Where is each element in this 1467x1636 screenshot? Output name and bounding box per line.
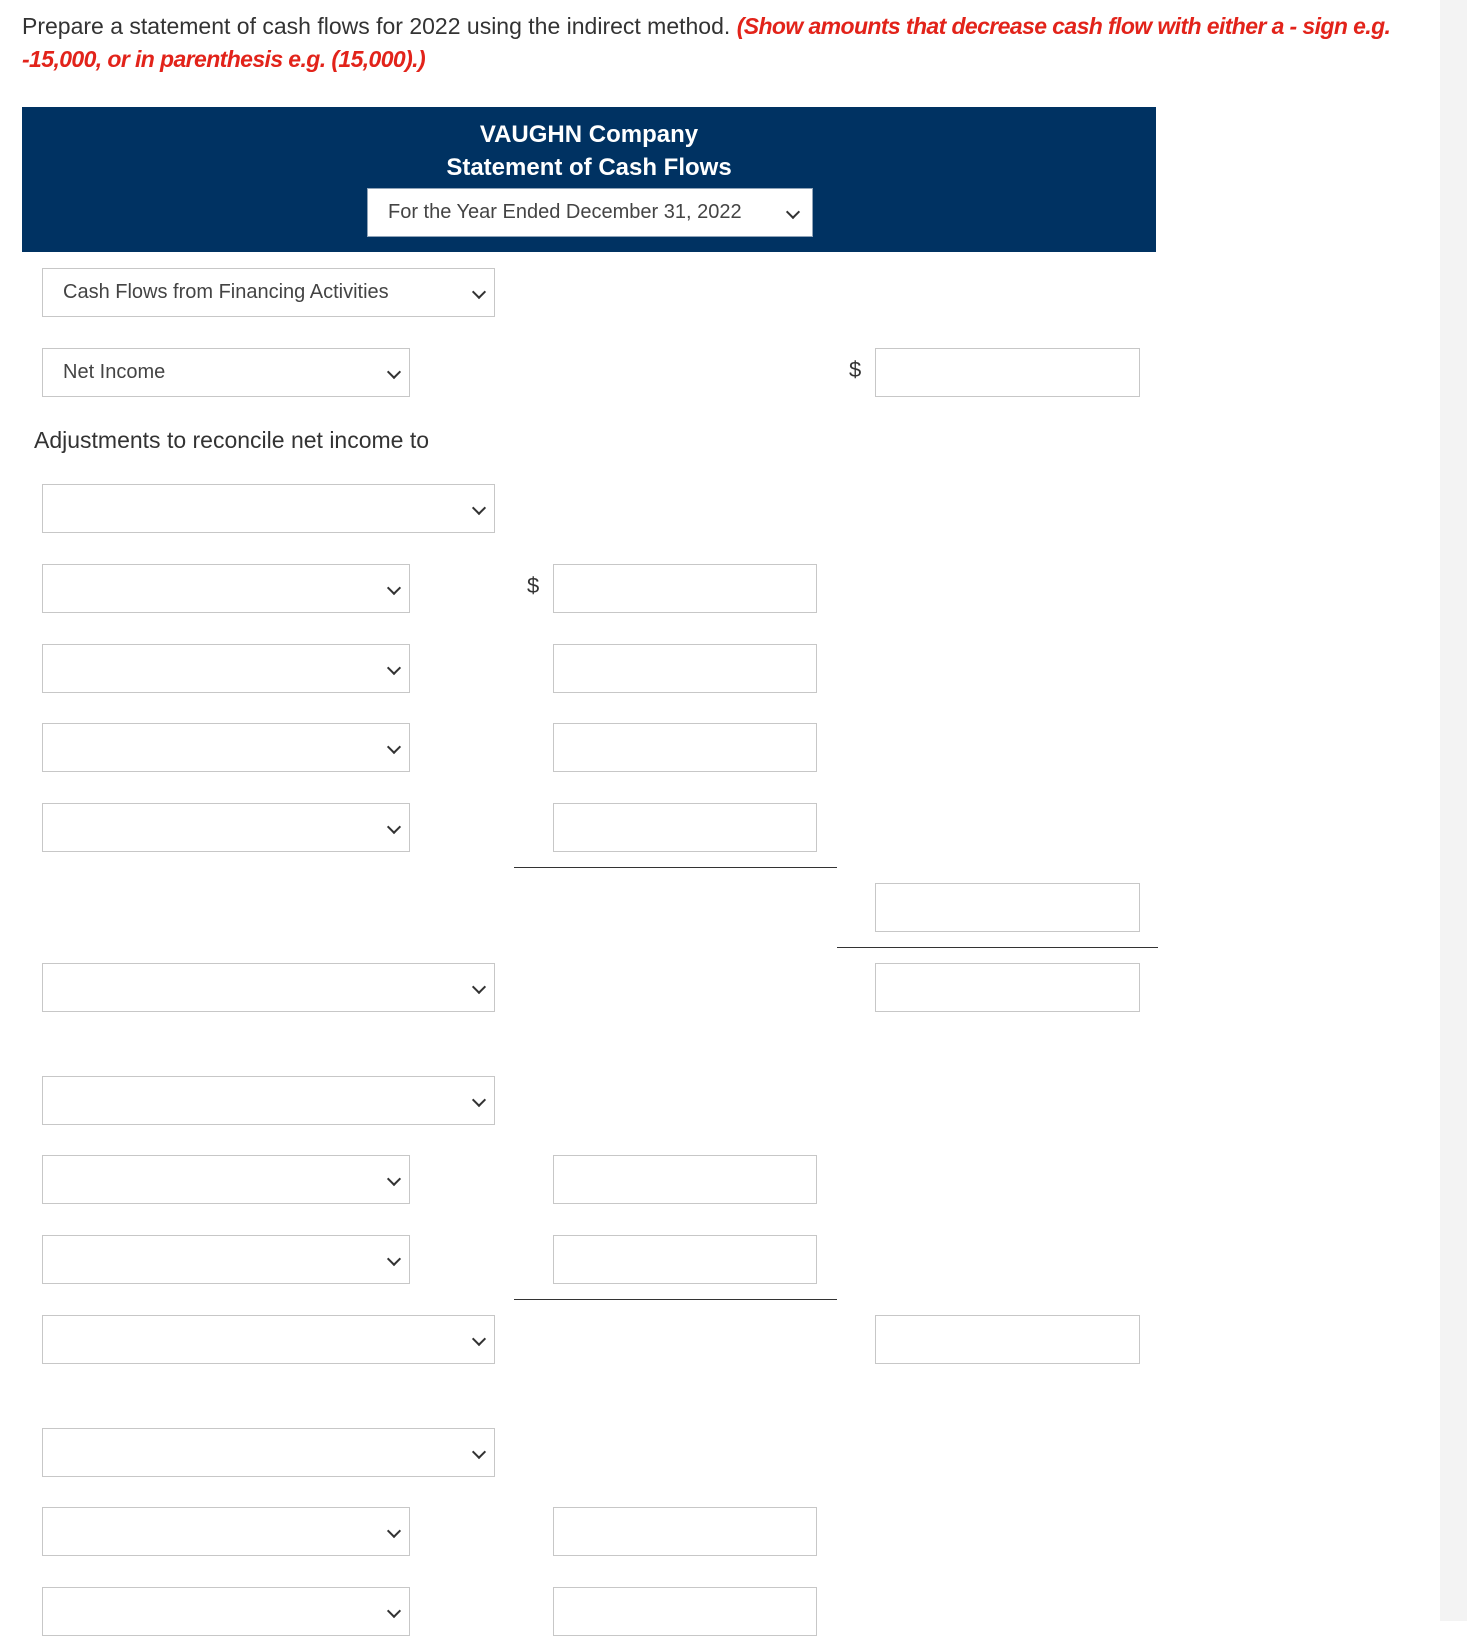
section2-net-select[interactable] [42, 1315, 495, 1364]
net-cash-amount-input[interactable] [875, 963, 1140, 1012]
period-select-value: For the Year Ended December 31, 2022 [388, 201, 742, 223]
net-cash-select[interactable] [42, 963, 495, 1012]
net-income-select[interactable] [42, 348, 410, 397]
section3-amount-input-2[interactable] [553, 1587, 817, 1636]
chevron-down-icon [472, 1092, 486, 1106]
total-rule [837, 947, 1158, 948]
company-name: VAUGHN Company [479, 121, 699, 148]
adjustment-amount-input-3[interactable] [553, 723, 817, 772]
chevron-down-icon [472, 284, 486, 298]
chevron-down-icon [472, 500, 486, 514]
adjustment-item-select-3[interactable] [42, 723, 410, 772]
section-select-value: Cash Flows from Financing Activities [63, 281, 389, 303]
adjustment-amount-input-4[interactable] [553, 803, 817, 852]
chevron-down-icon [387, 1251, 401, 1265]
scrollbar-track[interactable] [1440, 0, 1467, 1621]
adjustment-heading-select[interactable] [42, 484, 495, 533]
chevron-down-icon [472, 1444, 486, 1458]
section3-amount-input-1[interactable] [553, 1507, 817, 1556]
dollar-sign: $ [527, 573, 540, 598]
statement-title: Statement of Cash Flows [446, 154, 732, 181]
section-select-2[interactable] [42, 1076, 495, 1125]
chevron-down-icon [387, 580, 401, 594]
section2-item-select-2[interactable] [42, 1235, 410, 1284]
instructions-text: Prepare a statement of cash flows for 2022 using the indirect method. [22, 13, 737, 39]
chevron-down-icon [387, 1523, 401, 1537]
instructions [22, 10, 1422, 76]
subtotal-rule [514, 1299, 837, 1300]
section3-item-select-1[interactable] [42, 1507, 410, 1556]
adjustment-amount-input-2[interactable] [553, 644, 817, 693]
chevron-down-icon [472, 1331, 486, 1345]
chevron-down-icon [387, 739, 401, 753]
adjustment-item-select-2[interactable] [42, 644, 410, 693]
adjustment-amount-input-1[interactable] [553, 564, 817, 613]
instructions-hint: (Show amounts that decrease cash flow with either a - sign e.g. -15,000, or in parenthesis e.g. (15,000).) [22, 13, 1391, 72]
chevron-down-icon [472, 979, 486, 993]
chevron-down-icon [387, 660, 401, 674]
period-select[interactable] [367, 188, 813, 237]
adjustments-label: Adjustments to reconcile net income to [34, 427, 430, 453]
section-select[interactable] [42, 268, 495, 317]
section2-net-amount-input[interactable] [875, 1315, 1140, 1364]
net-income-amount-input[interactable] [875, 348, 1140, 397]
chevron-down-icon [387, 1603, 401, 1617]
adjustment-item-select-1[interactable] [42, 564, 410, 613]
net-income-select-value: Net Income [63, 361, 166, 383]
section2-amount-input-2[interactable] [553, 1235, 817, 1284]
total-adjustments-input[interactable] [875, 883, 1140, 932]
chevron-down-icon [387, 364, 401, 378]
adjustment-item-select-4[interactable] [42, 803, 410, 852]
section-select-3[interactable] [42, 1428, 495, 1477]
dollar-sign: $ [849, 357, 862, 382]
chevron-down-icon [786, 204, 800, 218]
chevron-down-icon [387, 1171, 401, 1185]
subtotal-rule [514, 867, 837, 868]
section2-item-select-1[interactable] [42, 1155, 410, 1204]
section3-item-select-2[interactable] [42, 1587, 410, 1636]
section2-amount-input-1[interactable] [553, 1155, 817, 1204]
chevron-down-icon [387, 819, 401, 833]
